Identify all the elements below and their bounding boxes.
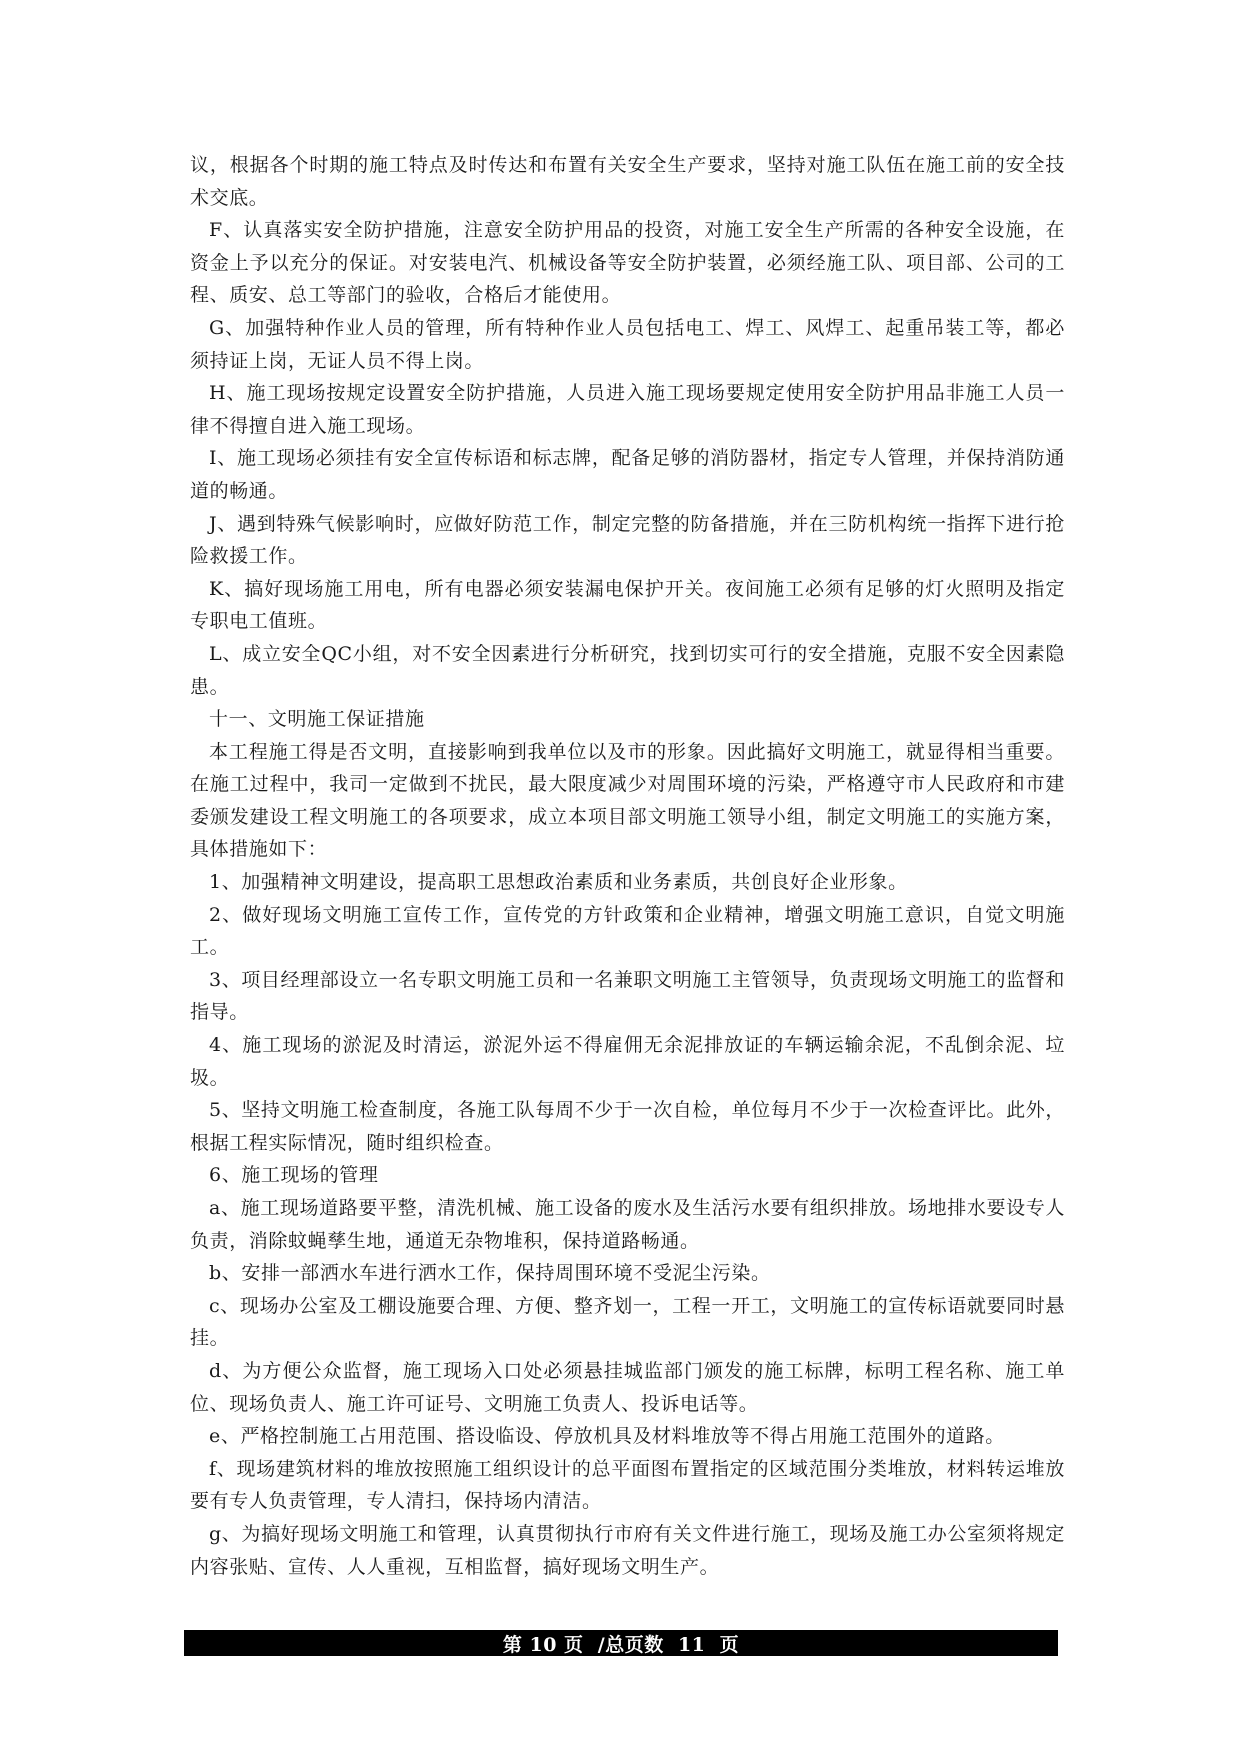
document-paragraph: K、搞好现场施工用电，所有电器必须安装漏电保护开关。夜间施工必须有足够的灯火照明及指定专职电工值班。	[190, 577, 1065, 633]
document-paragraph: a、施工现场道路要平整，清洗机械、施工设备的废水及生活污水要有组织排放。场地排水要设专人负责，消除蚊蝇孳生地，通道无杂物堆积，保持道路畅通。	[190, 1197, 1065, 1252]
document-paragraph: J、遇到特殊气候影响时，应做好防范工作，制定完整的防备措施，并在三防机构统一指挥下进行抢险救援工作。	[190, 512, 1065, 568]
document-paragraph: g、为搞好现场文明施工和管理，认真贯彻执行市府有关文件进行施工，现场及施工办公室须将规定内容张贴、宣传、人人重视，互相监督，搞好现场文明生产。	[190, 1522, 1065, 1578]
document-paragraph: 本工程施工得是否文明，直接影响到我单位以及市的形象。因此搞好文明施工，就显得相当重要。在施工过程中，我司一定做到不扰民，最大限度减少对周围环境的污染，严格遵守市人民政府和市建委颁发建设工程文明施工的各项要求，成立本项目部文明施工领导小组，制定文明施工的实施方案，具体措施如下：	[190, 740, 1065, 861]
document-paragraph: d、为方便公众监督，施工现场入口处必须悬挂城监部门颁发的施工标牌，标明工程名称、施工单位、现场负责人、施工许可证号、文明施工负责人、投诉电话等。	[190, 1359, 1065, 1415]
document-paragraph: b、安排一部洒水车进行洒水工作，保持周围环境不受泥尘污染。	[209, 1262, 771, 1285]
document-body	[190, 149, 1065, 1583]
document-paragraph: e、严格控制施工占用范围、搭设临设、停放机具及材料堆放等不得占用施工范围外的道路。	[209, 1425, 1005, 1448]
document-paragraph: 4、施工现场的淤泥及时清运，淤泥外运不得雇佣无余泥排放证的车辆运输余泥，不乱倒余泥、垃圾。	[190, 1034, 1065, 1089]
document-paragraph: 6、施工现场的管理	[209, 1164, 379, 1187]
document-paragraph: H、施工现场按规定设置安全防护措施，人员进入施工现场要规定使用安全防护用品非施工人员一律不得擅自进入施工现场。	[190, 382, 1065, 437]
document-paragraph: f、现场建筑材料的堆放按照施工组织设计的总平面图布置指定的区域范围分类堆放，材料转运堆放要有专人负责管理，专人清扫，保持场内清洁。	[190, 1457, 1065, 1513]
document-paragraph: F、认真落实安全防护措施，注意安全防护用品的投资，对施工安全生产所需的各种安全设施，在资金上予以充分的保证。对安装电汽、机械设备等安全防护装置，必须经施工队、项目部、公司的工程、质安、总工等部门的验收，合格后才能使用。	[190, 219, 1065, 307]
document-paragraph: 议，根据各个时期的施工特点及时传达和布置有关安全生产要求，坚持对施工队伍在施工前的安全技术交底。	[190, 154, 1065, 209]
document-paragraph: c、现场办公室及工棚设施要合理、方便、整齐划一，工程一开工，文明施工的宣传标语就要同时悬挂。	[190, 1294, 1065, 1350]
page-number-label: 第 10 页 /总页数 11 页	[502, 1633, 740, 1656]
page-footer-bar	[184, 1630, 1058, 1656]
document-paragraph: 2、做好现场文明施工宣传工作，宣传党的方针政策和企业精神，增强文明施工意识，自觉文明施工。	[190, 903, 1065, 959]
document-paragraph: 5、坚持文明施工检查制度，各施工队每周不少于一次自检，单位每月不少于一次检查评比。此外，根据工程实际情况，随时组织检查。	[190, 1099, 1065, 1154]
document-paragraph: 1、加强精神文明建设，提高职工思想政治素质和业务素质，共创良好企业形象。	[209, 871, 908, 894]
document-paragraph: 3、项目经理部设立一名专职文明施工员和一名兼职文明施工主管领导，负责现场文明施工的监督和指导。	[190, 968, 1065, 1024]
document-paragraph: 十一、文明施工保证措施	[209, 708, 425, 731]
document-paragraph: L、成立安全QC小组，对不安全因素进行分析研究，找到切实可行的安全措施，克服不安全因素隐患。	[190, 642, 1065, 698]
document-paragraph: I、施工现场必须挂有安全宣传标语和标志牌，配备足够的消防器材，指定专人管理，并保持消防通道的畅通。	[190, 447, 1065, 502]
document-paragraph: G、加强特种作业人员的管理，所有特种作业人员包括电工、焊工、风焊工、起重吊装工等，都必须持证上岗，无证人员不得上岗。	[190, 316, 1065, 372]
